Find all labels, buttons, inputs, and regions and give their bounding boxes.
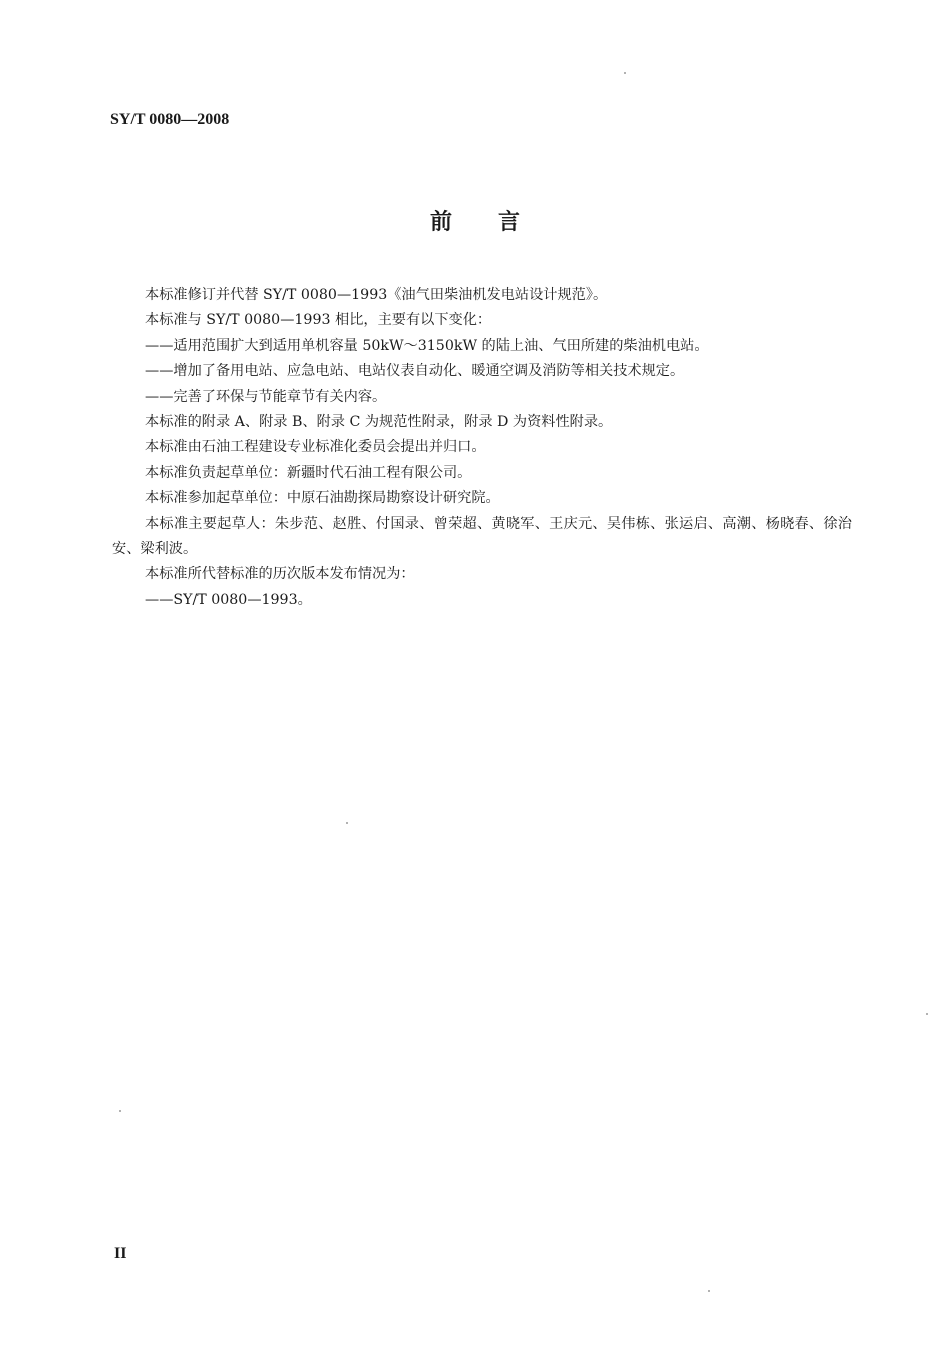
foreword-body bbox=[112, 283, 852, 613]
title-char-1: 前 bbox=[429, 210, 452, 235]
paragraph-history-item: ——SY/T 0080—1993。 bbox=[145, 591, 312, 608]
scan-speck bbox=[926, 1013, 928, 1015]
paragraph-replacement: 本标准修订并代替 SY/T 0080—1993《油气田柴油机发电站设计规范》。 bbox=[145, 287, 608, 303]
paragraph-main-drafters: 本标准主要起草人：朱步范、赵胜、付国录、曾荣超、黄晓军、王庆元、吴伟栋、张运启、高潮、杨晓春、徐治安、梁利波。 bbox=[112, 515, 852, 558]
paragraph-history-intro: 本标准所代替标准的历次版本发布情况为： bbox=[145, 566, 415, 583]
page-number: II bbox=[114, 1245, 127, 1262]
title-char-2: 言 bbox=[498, 210, 521, 235]
paragraph-proposer: 本标准由石油工程建设专业标准化委员会提出并归口。 bbox=[145, 439, 486, 456]
paragraph-change-environment: ——完善了环保与节能章节有关内容。 bbox=[145, 388, 387, 405]
paragraph-changes-intro: 本标准与 SY/T 0080—1993 相比，主要有以下变化： bbox=[145, 312, 492, 329]
paragraph-lead-drafter: 本标准负责起草单位：新疆时代石油工程有限公司。 bbox=[145, 464, 472, 481]
paragraph-appendices: 本标准的附录 A、附录 B、附录 C 为规范性附录，附录 D 为资料性附录。 bbox=[145, 414, 613, 431]
page-title bbox=[0, 205, 950, 236]
scan-speck bbox=[624, 72, 626, 74]
paragraph-change-scope: ——适用范围扩大到适用单机容量 50kW～3150kW 的陆上油、气田所建的柴油机电站。 bbox=[145, 337, 709, 354]
paragraph-participating-drafter: 本标准参加起草单位：中原石油勘探局勘察设计研究院。 bbox=[145, 490, 500, 507]
scan-speck bbox=[346, 822, 348, 824]
standard-code-header: SY/T 0080—2008 bbox=[110, 111, 230, 128]
paragraph-change-additions: ——增加了备用电站、应急电站、电站仪表自动化、暖通空调及消防等相关技术规定。 bbox=[145, 363, 685, 380]
scan-speck bbox=[119, 1110, 121, 1112]
scan-speck bbox=[708, 1290, 710, 1292]
